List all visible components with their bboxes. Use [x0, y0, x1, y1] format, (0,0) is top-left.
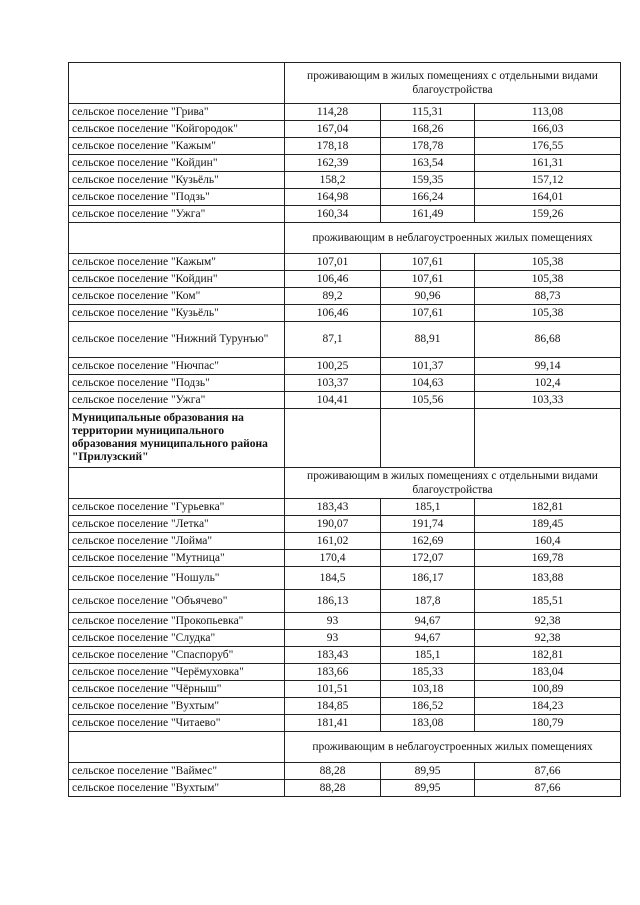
table-row: [69, 121, 621, 138]
value-col-2: 103,18: [381, 681, 475, 698]
value-col-1: 167,04: [285, 121, 381, 138]
blank-cell: [381, 409, 475, 468]
blank-cell: [285, 409, 381, 468]
table-row: [69, 254, 621, 271]
table-row: [69, 305, 621, 322]
municipality-row: [69, 409, 621, 468]
value-col-2: 161,49: [381, 206, 475, 223]
value-col-3: 157,12: [475, 172, 621, 189]
value-col-3: 183,88: [475, 567, 621, 590]
value-col-3: 92,38: [475, 613, 621, 630]
group-header: проживающим в неблагоустроенных жилых помещениях: [285, 223, 621, 254]
settlement-name: сельское поселение "Мутница": [69, 550, 285, 567]
group-header-row: [69, 63, 621, 104]
table-row: [69, 780, 621, 797]
value-col-2: 107,61: [381, 254, 475, 271]
value-col-3: 103,33: [475, 392, 621, 409]
value-col-3: 166,03: [475, 121, 621, 138]
settlement-name: сельское поселение "Прокопьевка": [69, 613, 285, 630]
value-col-1: 183,43: [285, 499, 381, 516]
table-row: [69, 499, 621, 516]
value-col-1: 158,2: [285, 172, 381, 189]
settlement-name: сельское поселение "Ужга": [69, 392, 285, 409]
value-col-1: 101,51: [285, 681, 381, 698]
table-row: [69, 358, 621, 375]
value-col-1: 170,4: [285, 550, 381, 567]
value-col-3: 183,04: [475, 664, 621, 681]
table-row: [69, 590, 621, 613]
value-col-2: 107,61: [381, 305, 475, 322]
value-col-2: 178,78: [381, 138, 475, 155]
group-header-row: [69, 223, 621, 254]
settlement-name: сельское поселение "Нючпас": [69, 358, 285, 375]
settlement-name: сельское поселение "Подзь": [69, 375, 285, 392]
settlement-name: сельское поселение "Кажым": [69, 138, 285, 155]
value-col-1: 183,43: [285, 647, 381, 664]
settlement-name: сельское поселение "Слудка": [69, 630, 285, 647]
value-col-3: 161,31: [475, 155, 621, 172]
group-header-blank: [69, 732, 285, 763]
value-col-1: 114,28: [285, 104, 381, 121]
group-header-row: [69, 468, 621, 499]
group-header-row: [69, 732, 621, 763]
value-col-3: 176,55: [475, 138, 621, 155]
group-header: проживающим в неблагоустроенных жилых помещениях: [285, 732, 621, 763]
table-row: [69, 698, 621, 715]
table-row: [69, 104, 621, 121]
group-header-blank: [69, 63, 285, 104]
value-col-3: 184,23: [475, 698, 621, 715]
table-row: [69, 189, 621, 206]
value-col-1: 162,39: [285, 155, 381, 172]
table-row: [69, 516, 621, 533]
value-col-3: 105,38: [475, 271, 621, 288]
settlement-name: сельское поселение "Кузьёль": [69, 305, 285, 322]
value-col-3: 160,4: [475, 533, 621, 550]
value-col-3: 180,79: [475, 715, 621, 732]
settlement-name: сельское поселение "Объячево": [69, 590, 285, 613]
settlement-name: сельское поселение "Койгородок": [69, 121, 285, 138]
settlement-name: сельское поселение "Летка": [69, 516, 285, 533]
value-col-1: 106,46: [285, 305, 381, 322]
value-col-2: 104,63: [381, 375, 475, 392]
tariff-table: [68, 62, 621, 797]
table-row: [69, 567, 621, 590]
table-row: [69, 715, 621, 732]
table-row: [69, 550, 621, 567]
value-col-1: 186,13: [285, 590, 381, 613]
value-col-1: 93: [285, 613, 381, 630]
value-col-2: 172,07: [381, 550, 475, 567]
value-col-3: 182,81: [475, 499, 621, 516]
settlement-name: сельское поселение "Черёмуховка": [69, 664, 285, 681]
value-col-2: 163,54: [381, 155, 475, 172]
table-row: [69, 630, 621, 647]
value-col-2: 185,1: [381, 647, 475, 664]
settlement-name: сельское поселение "Чёрныш": [69, 681, 285, 698]
value-col-1: 160,34: [285, 206, 381, 223]
value-col-1: 181,41: [285, 715, 381, 732]
value-col-1: 104,41: [285, 392, 381, 409]
table-row: [69, 288, 621, 305]
value-col-1: 184,85: [285, 698, 381, 715]
value-col-1: 190,07: [285, 516, 381, 533]
value-col-3: 87,66: [475, 780, 621, 797]
settlement-name: сельское поселение "Нижний Турунъю": [69, 322, 285, 358]
value-col-3: 182,81: [475, 647, 621, 664]
value-col-3: 159,26: [475, 206, 621, 223]
table-row: [69, 375, 621, 392]
table-row: [69, 392, 621, 409]
table-row: [69, 322, 621, 358]
value-col-1: 183,66: [285, 664, 381, 681]
value-col-1: 106,46: [285, 271, 381, 288]
value-col-2: 90,96: [381, 288, 475, 305]
table-row: [69, 763, 621, 780]
value-col-2: 186,17: [381, 567, 475, 590]
value-col-1: 89,2: [285, 288, 381, 305]
value-col-3: 87,66: [475, 763, 621, 780]
value-col-3: 92,38: [475, 630, 621, 647]
value-col-3: 86,68: [475, 322, 621, 358]
value-col-2: 185,1: [381, 499, 475, 516]
value-col-2: 191,74: [381, 516, 475, 533]
value-col-2: 162,69: [381, 533, 475, 550]
table-row: [69, 138, 621, 155]
settlement-name: сельское поселение "Ужга": [69, 206, 285, 223]
value-col-3: 100,89: [475, 681, 621, 698]
group-header: проживающим в жилых помещениях с отдельными видами благоустройства: [285, 63, 621, 104]
value-col-2: 166,24: [381, 189, 475, 206]
value-col-3: 164,01: [475, 189, 621, 206]
value-col-2: 186,52: [381, 698, 475, 715]
table-row: [69, 271, 621, 288]
value-col-2: 185,33: [381, 664, 475, 681]
value-col-2: 187,8: [381, 590, 475, 613]
settlement-name: сельское поселение "Кажым": [69, 254, 285, 271]
group-header-blank: [69, 223, 285, 254]
municipality-title: Муниципальные образования на территории муниципального образования муниципального района "Прилузский": [69, 409, 285, 468]
value-col-2: 105,56: [381, 392, 475, 409]
value-col-3: 102,4: [475, 375, 621, 392]
value-col-2: 183,08: [381, 715, 475, 732]
settlement-name: сельское поселение "Читаево": [69, 715, 285, 732]
value-col-2: 94,67: [381, 630, 475, 647]
value-col-3: 189,45: [475, 516, 621, 533]
value-col-2: 88,91: [381, 322, 475, 358]
settlement-name: сельское поселение "Вухтым": [69, 780, 285, 797]
value-col-3: 105,38: [475, 254, 621, 271]
table-row: [69, 533, 621, 550]
value-col-2: 115,31: [381, 104, 475, 121]
settlement-name: сельское поселение "Вухтым": [69, 698, 285, 715]
value-col-2: 168,26: [381, 121, 475, 138]
group-header-blank: [69, 468, 285, 499]
group-header: проживающим в жилых помещениях с отдельными видами благоустройства: [285, 468, 621, 499]
table-row: [69, 681, 621, 698]
value-col-2: 107,61: [381, 271, 475, 288]
settlement-name: сельское поселение "Спаспоруб": [69, 647, 285, 664]
value-col-2: 94,67: [381, 613, 475, 630]
table-row: [69, 613, 621, 630]
value-col-1: 184,5: [285, 567, 381, 590]
table-row: [69, 155, 621, 172]
value-col-1: 88,28: [285, 780, 381, 797]
settlement-name: сельское поселение "Гурьевка": [69, 499, 285, 516]
settlement-name: сельское поселение "Ваймес": [69, 763, 285, 780]
value-col-3: 105,38: [475, 305, 621, 322]
settlement-name: сельское поселение "Койдин": [69, 271, 285, 288]
table-body: [69, 63, 621, 797]
settlement-name: сельское поселение "Кузьёль": [69, 172, 285, 189]
value-col-3: 88,73: [475, 288, 621, 305]
settlement-name: сельское поселение "Ношуль": [69, 567, 285, 590]
value-col-3: 169,78: [475, 550, 621, 567]
value-col-1: 87,1: [285, 322, 381, 358]
value-col-2: 89,95: [381, 780, 475, 797]
settlement-name: сельское поселение "Койдин": [69, 155, 285, 172]
value-col-1: 88,28: [285, 763, 381, 780]
value-col-1: 161,02: [285, 533, 381, 550]
value-col-1: 93: [285, 630, 381, 647]
value-col-2: 101,37: [381, 358, 475, 375]
settlement-name: сельское поселение "Грива": [69, 104, 285, 121]
settlement-name: сельское поселение "Лойма": [69, 533, 285, 550]
value-col-1: 164,98: [285, 189, 381, 206]
blank-cell: [475, 409, 621, 468]
settlement-name: сельское поселение "Подзь": [69, 189, 285, 206]
table-row: [69, 206, 621, 223]
value-col-1: 107,01: [285, 254, 381, 271]
table-row: [69, 664, 621, 681]
value-col-1: 103,37: [285, 375, 381, 392]
value-col-3: 113,08: [475, 104, 621, 121]
value-col-1: 178,18: [285, 138, 381, 155]
table-row: [69, 172, 621, 189]
value-col-2: 159,35: [381, 172, 475, 189]
value-col-1: 100,25: [285, 358, 381, 375]
settlement-name: сельское поселение "Ком": [69, 288, 285, 305]
value-col-2: 89,95: [381, 763, 475, 780]
value-col-3: 99,14: [475, 358, 621, 375]
table-row: [69, 647, 621, 664]
value-col-3: 185,51: [475, 590, 621, 613]
